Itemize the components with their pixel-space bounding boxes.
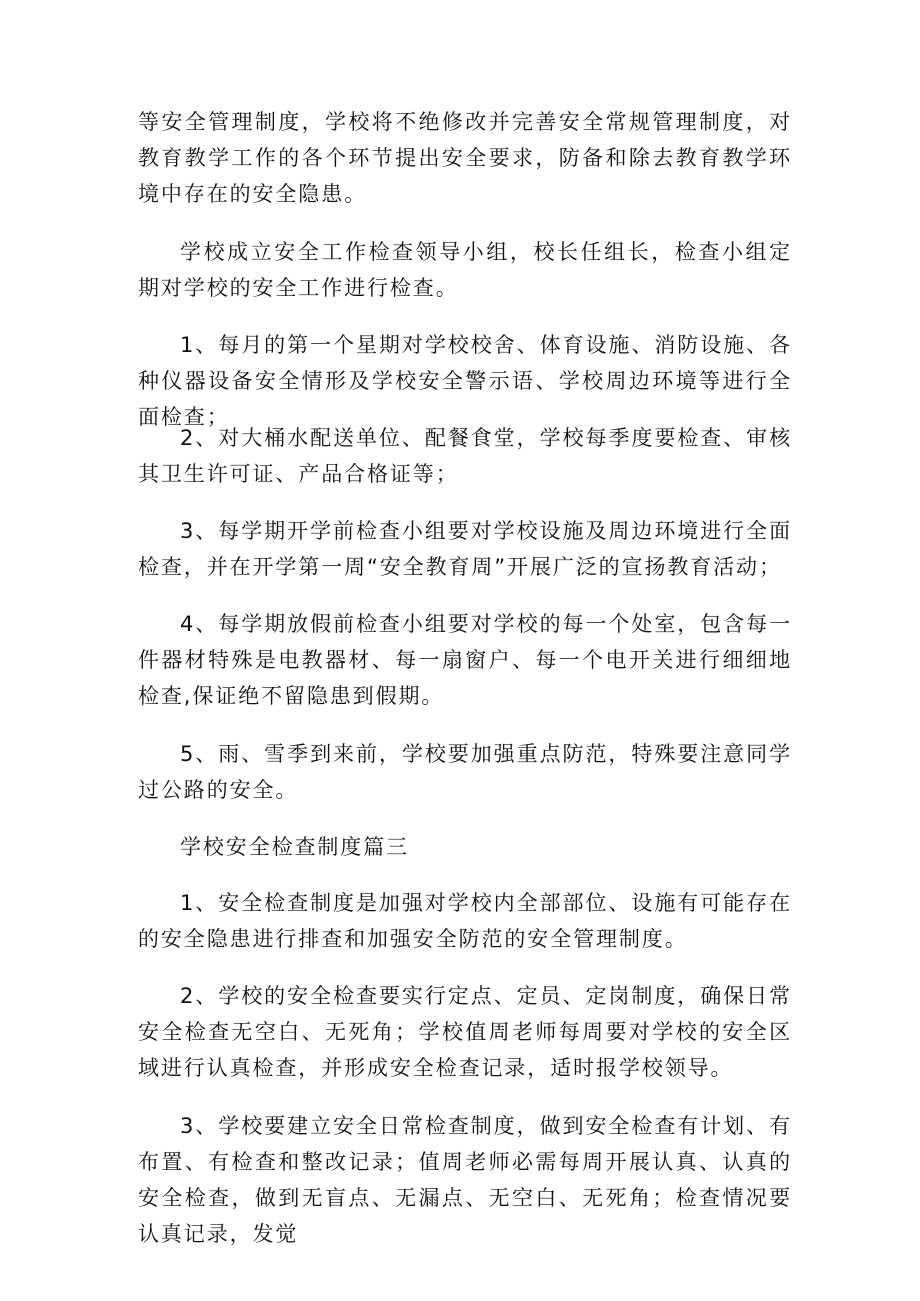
paragraph-continuation: 等安全管理制度，学校将不绝修改并完善安全常规管理制度，对教育教学工作的各个环节提出安全要求，防备和除去教育教学环境中存在的安全隐患。: [138, 110, 792, 206]
paragraph-section3-item-3: 3、学校要建立安全日常检查制度，做到安全检查有计划、有布置、有检查和整改记录；值周老师必需每周开展认真、认真的安全检查，做到无盲点、无漏点、无空白、无死角；检查情况要认真记录，发觉: [138, 1114, 792, 1246]
section-heading: 学校安全检查制度篇三: [180, 835, 409, 859]
paragraph-section3-item-2: 2、学校的安全检查要实行定点、定员、定岗制度，确保日常安全检查无空白、无死角；学校值周老师每周要对学校的安全区域进行认真检查，并形成安全检查记录，适时报学校领导。: [138, 984, 792, 1080]
paragraph-item-3: 3、每学期开学前检查小组要对学校设施及周边环境进行全面检查，并在开学第一周“安全教育周”开展广泛的宣扬教育活动；: [138, 519, 792, 579]
paragraph-item-1: 1、每月的第一个星期对学校校舍、体育设施、消防设施、各种仪器设备安全情形及学校安全警示语、学校周边环境等进行全面检查；: [138, 333, 792, 429]
paragraph-inspection-group: 学校成立安全工作检查领导小组，校长任组长，检查小组定期对学校的安全工作进行检查。: [138, 240, 792, 300]
paragraph-section3-item-1: 1、安全检查制度是加强对学校内全部部位、设施有可能存在的安全隐患进行排查和加强安全防范的安全管理制度。: [138, 891, 792, 951]
paragraph-item-5: 5、雨、雪季到来前，学校要加强重点防范，特殊要注意同学过公路的安全。: [138, 742, 792, 802]
paragraph-item-4: 4、每学期放假前检查小组要对学校的每一个处室，包含每一件器材特殊是电教器材、每一扇窗户、每一个电开关进行细细地检查,保证绝不留隐患到假期。: [138, 612, 792, 708]
paragraph-item-2: 2、对大桶水配送单位、配餐食堂，学校每季度要检查、审核其卫生许可证、产品合格证等；: [138, 426, 792, 486]
